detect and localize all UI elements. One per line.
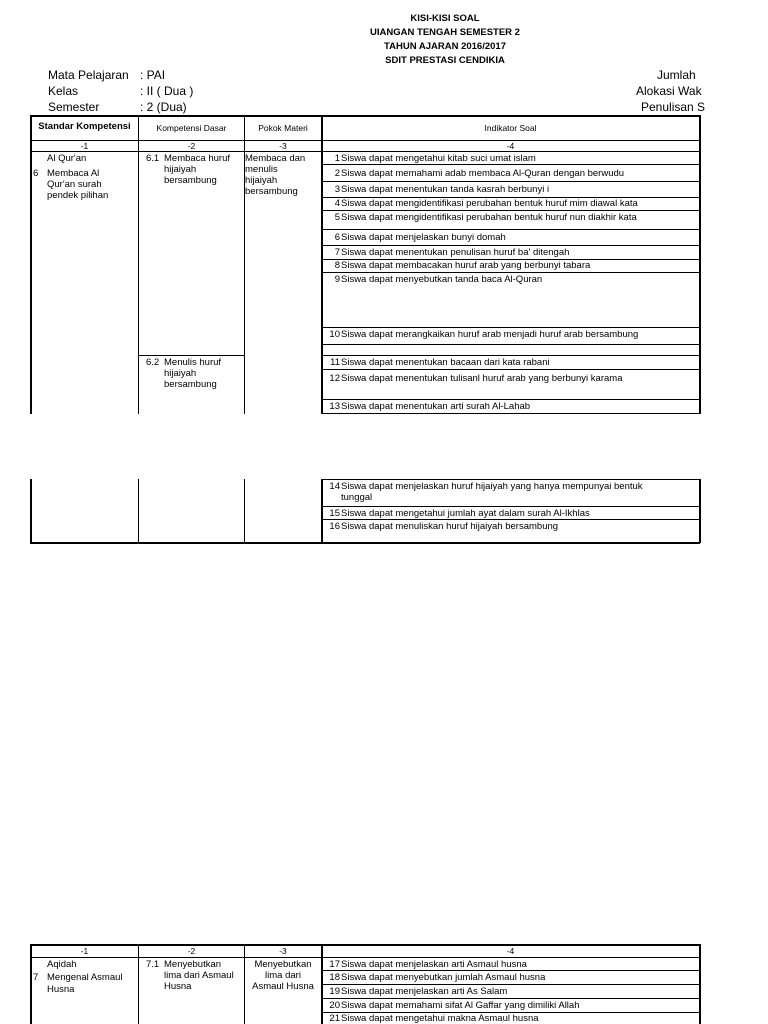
- indicator-text: Siswa dapat mengetahui kitab suci umat islam: [341, 153, 536, 164]
- col-number-4: -4: [506, 946, 515, 956]
- indicator-text: Siswa dapat menjelaskan bunyi domah: [341, 232, 506, 243]
- indicator-text-cont: tunggal: [341, 492, 373, 503]
- indicator-text: Siswa dapat memahami adab membaca Al-Quran dengan berwudu: [341, 168, 625, 179]
- indicator-text: Siswa dapat mengidentifikasi perubahan bentuk huruf mim diawal kata: [341, 198, 638, 209]
- indicator-text: Siswa dapat merangkaikan huruf arab menjadi huruf arab bersambung: [341, 329, 639, 340]
- indicator-text: Siswa dapat menyebutkan tanda baca Al-Quran: [341, 274, 543, 285]
- alokasi-label: Alokasi Wak: [636, 84, 702, 98]
- kd-7-line-2: lima dari Asmaul: [164, 970, 234, 981]
- indicator-text: Siswa dapat menentukan tulisanl huruf arab yang berbunyi karama: [341, 373, 623, 384]
- indicator-text: Siswa dapat menentukan bacaan dari kata rabani: [341, 357, 550, 368]
- indicator-text: Siswa dapat membacakan huruf arab yang berbunyi tabara: [341, 260, 591, 271]
- sk-2-line-1: Mengenal Asmaul: [47, 972, 123, 983]
- sk-2-line-2: Husna: [47, 984, 75, 995]
- sk-title-2: Aqidah: [47, 959, 77, 970]
- kd-7-line-3: Husna: [164, 981, 192, 992]
- kd-1-line-1: Membaca huruf: [164, 153, 231, 164]
- sk-line-2: Qur'an surah: [47, 179, 102, 190]
- kd-number-2: 6.2: [146, 357, 160, 368]
- col-number-2: -2: [187, 946, 196, 956]
- jumlah-label: Jumlah: [657, 68, 696, 82]
- indicator-text: Siswa dapat memahami sifat Al Gaffar yang dimiliki Allah: [341, 1000, 580, 1011]
- sk-line-1: Membaca Al: [47, 168, 100, 179]
- kelas-value: : II ( Dua ): [140, 84, 194, 98]
- sk-title: Al Qur'an: [47, 153, 87, 164]
- penulisan-label: Penulisan S: [641, 100, 706, 114]
- semester-label: Semester: [48, 100, 100, 114]
- kelas-label: Kelas: [48, 84, 79, 98]
- col-number-3: -3: [279, 141, 287, 151]
- col-number-3: -3: [279, 946, 287, 956]
- indicator-text: Siswa dapat mengidentifikasi perubahan bentuk huruf nun diakhir kata: [341, 212, 637, 223]
- header-standar-kompetensi: Standar Kompetensi: [38, 121, 131, 132]
- pm-2-line-2: lima dari: [265, 970, 301, 981]
- header-pokok-materi: Pokok Materi: [258, 123, 308, 133]
- mapel-value: : PAI: [140, 68, 166, 82]
- semester-value: : 2 (Dua): [140, 100, 187, 114]
- col-number-1: -1: [80, 141, 89, 151]
- kd-2-line-3: bersambung: [164, 379, 217, 390]
- kd-7-line-1: Menyebutkan: [164, 959, 222, 970]
- col-number-1: -1: [80, 946, 89, 956]
- pm-2-line-1: Menyebutkan: [254, 959, 312, 970]
- sk-number: 6: [33, 168, 39, 179]
- mapel-label: Mata Pelajaran: [48, 68, 129, 82]
- indicator-text: Siswa dapat menuliskan huruf hijaiyah bersambung: [341, 521, 559, 532]
- pm-line-3: hijaiyah: [245, 175, 278, 186]
- kd-1-line-2: hijaiyah: [164, 164, 197, 175]
- title-line-4: SDIT PRESTASI CENDIKIA: [385, 55, 505, 66]
- pm-line-4: bersambung: [245, 186, 298, 197]
- col-number-2: -2: [187, 141, 196, 151]
- title-line-3: TAHUN AJARAN 2016/2017: [384, 41, 506, 52]
- header-kompetensi-dasar: Kompetensi Dasar: [156, 123, 227, 133]
- header-indikator-soal: Indikator Soal: [484, 123, 537, 133]
- kd-number-1: 6.1: [146, 153, 160, 164]
- pm-2-line-3: Asmaul Husna: [252, 981, 314, 992]
- col-number-4: -4: [506, 141, 515, 151]
- indicator-text: Siswa dapat menjelaskan huruf hijaiyah yang hanya mempunyai bentuk: [341, 481, 643, 492]
- indicator-text: Siswa dapat menyebutkan jumlah Asmaul husna: [341, 972, 546, 983]
- indicator-text: Siswa dapat menjelaskan arti As Salam: [341, 986, 508, 997]
- indicator-text: Siswa dapat mengetahui makna Asmaul husna: [341, 1013, 539, 1024]
- indicator-text: Siswa dapat menentukan tanda kasrah berbunyi i: [341, 184, 550, 195]
- indicator-text: Siswa dapat menentukan arti surah Al-Lahab: [341, 401, 531, 412]
- sk-number-2: 7: [33, 972, 39, 983]
- pm-line-2: menulis: [245, 164, 278, 175]
- kd-1-line-3: bersambung: [164, 175, 217, 186]
- indicator-text: Siswa dapat menjelaskan arti Asmaul husna: [341, 959, 527, 970]
- kd-2-line-1: Menulis huruf: [164, 357, 222, 368]
- title-line-1: KISI-KISI SOAL: [410, 13, 480, 24]
- indicator-text: Siswa dapat mengetahui jumlah ayat dalam surah Al-Ikhlas: [341, 508, 590, 519]
- indicator-text: Siswa dapat menentukan penulisan huruf ba' ditengah: [341, 247, 570, 258]
- pm-line-1: Membaca dan: [245, 153, 306, 164]
- kd-number-7-1: 7.1: [146, 959, 160, 970]
- sk-line-3: pendek pilihan: [47, 190, 109, 201]
- kd-2-line-2: hijaiyah: [164, 368, 197, 379]
- title-line-2: UIANGAN TENGAH SEMESTER 2: [370, 27, 520, 38]
